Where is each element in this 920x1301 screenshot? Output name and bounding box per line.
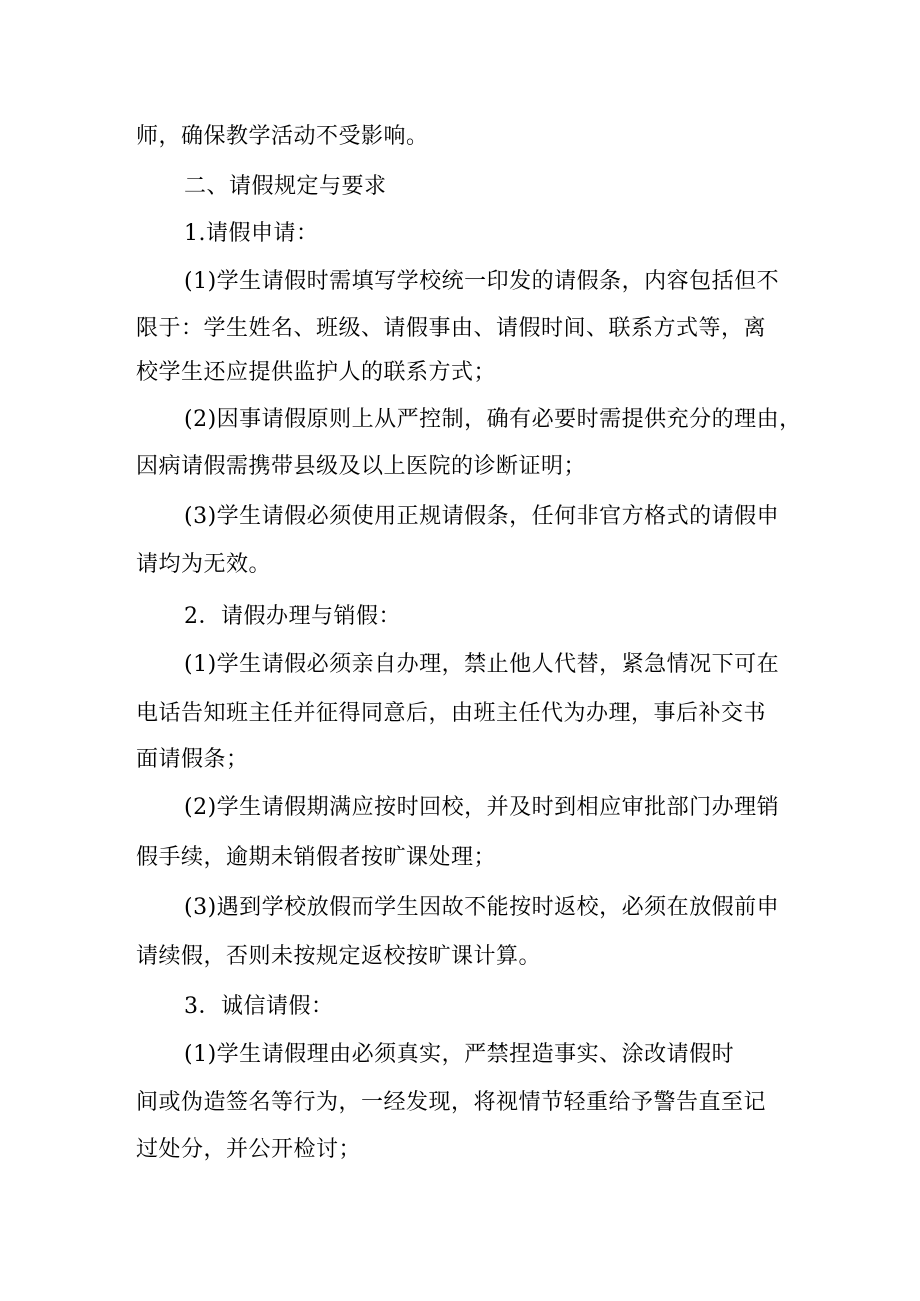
paragraph-line: (2)学生请假期满应按时回校，并及时到相应审批部门办理销 <box>184 795 780 820</box>
paragraph-line: 校学生还应提供监护人的联系方式； <box>136 360 497 385</box>
paragraph-line: 因病请假需携带县级及以上医院的诊断证明； <box>136 454 587 479</box>
paragraph-line: 假手续，逾期未销假者按旷课处理； <box>136 845 497 870</box>
paragraph-line: 请续假，否则未按规定返校按旷课计算。 <box>136 944 542 969</box>
paragraph-line: (2)因事请假原则上从严控制，确有必要时需提供充分的理由， <box>184 407 802 432</box>
paragraph-line: (3)学生请假必须使用正规请假条，任何非官方格式的请假申 <box>184 504 780 529</box>
subsection-heading: 3．诚信请假： <box>184 994 334 1019</box>
paragraph-line: 面请假条； <box>136 747 249 772</box>
subsection-heading: 2．请假办理与销假： <box>184 604 401 629</box>
paragraph-line: (1)学生请假必须亲自办理，禁止他人代替，紧急情况下可在 <box>184 652 780 677</box>
subsection-heading: 1.请假申请： <box>184 221 319 246</box>
paragraph-line: 间或伪造签名等行为，一经发现，将视情节轻重给予警告直至记 <box>136 1090 767 1115</box>
paragraph-line: 过处分，并公开检讨； <box>136 1137 362 1162</box>
paragraph-line: (1)学生请假理由必须真实，严禁捏造事实、涂改请假时 <box>184 1042 735 1067</box>
paragraph-line: (3)遇到学校放假而学生因故不能按时返校，必须在放假前申 <box>184 895 780 920</box>
paragraph-line: 限于：学生姓名、班级、请假事由、请假时间、联系方式等，离 <box>136 316 767 341</box>
section-heading: 二、请假规定与要求 <box>184 174 387 199</box>
paragraph-line: 师，确保教学活动不受影响。 <box>136 124 429 149</box>
paragraph-line: 电话告知班主任并征得同意后，由班主任代为办理，事后补交书 <box>136 701 767 726</box>
paragraph-line: (1)学生请假时需填写学校统一印发的请假条，内容包括但不 <box>184 269 780 294</box>
paragraph-line: 请均为无效。 <box>136 552 272 577</box>
